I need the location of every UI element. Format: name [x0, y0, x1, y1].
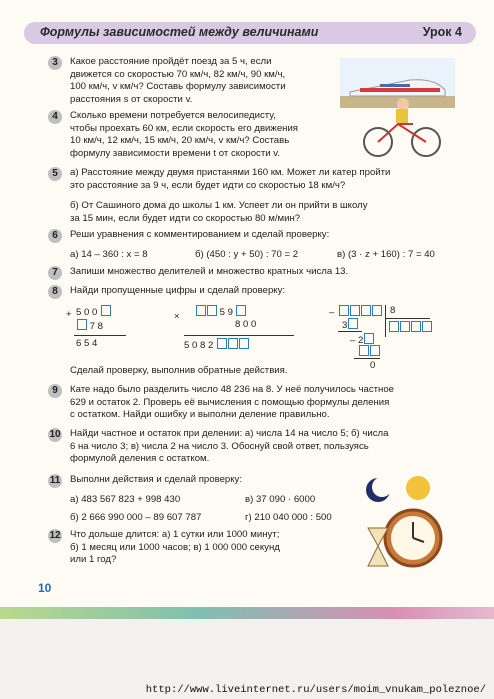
addition-row-2: 7 8 — [76, 319, 103, 334]
task-line: б) От Сашиного дома до школы 1 км. Успеет ли он прийти в школу — [70, 200, 368, 212]
footer-band — [0, 607, 494, 619]
task-line: Реши уравнения с комментированием и сделай проверку: — [70, 229, 330, 240]
cyclist-illustration — [358, 96, 448, 158]
time-illustration — [358, 468, 458, 578]
source-url: http://www.liveinternet.ru/users/moim_vnukam_poleznoe/ — [145, 684, 486, 696]
task-line: Выполни действия и сделай проверку: — [70, 474, 243, 485]
task-line: Найди частное и остаток при делении: а) числа 14 на число 5; б) числа — [70, 428, 389, 439]
task-number: 5 — [48, 167, 62, 181]
lesson-number: Урок 4 — [422, 25, 462, 39]
equation-a: а) 14 – 360 : x = 8 — [70, 249, 148, 260]
task-line: а) Расстояние между двумя пристанями 160 км. Может ли катер пройти — [70, 167, 391, 178]
task-line: Запиши множество делителей и множество кратных числа 13. — [70, 266, 349, 277]
multiplication-row-3: 5 0 8 2 — [184, 338, 249, 353]
multiplication-sign: × — [174, 311, 180, 322]
task-number: 7 — [48, 266, 62, 280]
exercise-c: в) 37 090 · 6000 — [245, 494, 316, 505]
addition-row-3: 6 5 4 — [76, 338, 98, 349]
task-8 — [50, 285, 470, 380]
task-line: чтобы проехать 60 км, если скорость его движения — [70, 122, 299, 134]
task-line: или 1 год? — [70, 554, 117, 566]
task-line: формулой деления с остатком. — [70, 453, 210, 465]
addition-plus: + — [66, 309, 72, 320]
exercise-d: г) 210 040 000 : 500 — [245, 512, 332, 523]
division-divisor: 8 — [390, 305, 396, 316]
task-number: 8 — [48, 285, 62, 299]
addition-row-1: 5 0 0 — [76, 305, 111, 320]
lesson-title: Формулы зависимостей между величинами — [40, 25, 319, 39]
task-number: 9 — [48, 384, 62, 398]
task-number: 4 — [48, 110, 62, 124]
task-line: движется со скоростью 70 км/ч, 82 км/ч, 90 км/ч, — [70, 68, 286, 80]
task-line: с остатком. Найди ошибку и выполни деление правильно. — [70, 409, 330, 421]
task-line: 10 км/ч, 12 км/ч, 15 км/ч, 20 км/ч, v км/ч? Составь — [70, 135, 290, 147]
exercise-a: а) 483 567 823 + 998 430 — [70, 494, 181, 505]
task-number: 6 — [48, 229, 62, 243]
task-number: 12 — [49, 530, 61, 541]
task-line: Найди пропущенные цифры и сделай проверку: — [70, 285, 286, 296]
division-quotient — [388, 321, 432, 336]
division-step-2: 2 — [358, 333, 374, 348]
lesson-header — [24, 22, 476, 44]
equation-c: в) (3 · z + 160) : 7 = 40 — [337, 249, 435, 260]
task-line: 629 и остаток 2. Проверь её вычисления с помощью формулы деления — [70, 396, 390, 408]
multiplication-row-1: 5 9 — [195, 305, 247, 320]
task-line: формулу зависимости времени t от скорости v. — [70, 147, 281, 159]
multiplication-row-2: 8 0 0 — [235, 319, 257, 330]
exercise-b: б) 2 666 990 000 – 89 607 787 — [70, 512, 202, 523]
task-number: 11 — [49, 475, 61, 486]
task-line: Какое расстояние пройдёт поезд за 5 ч, если — [70, 56, 272, 67]
task-line: это расстояние за 9 ч, если будет идти со скоростью 18 км/ч? — [70, 179, 346, 191]
task-line: Сделай проверку, выполнив обратные действия. — [70, 365, 288, 376]
task-line: Сколько времени потребуется велосипедисту, — [70, 110, 276, 121]
equation-b: б) (450 : y + 50) : 70 = 2 — [195, 249, 299, 260]
page-number: 10 — [38, 581, 52, 595]
task-line: Кате надо было разделить число 48 236 на 8. У неё получилось частное — [70, 384, 395, 395]
bottom-area — [0, 619, 494, 699]
task-number: 10 — [49, 429, 61, 440]
task-line: 100 км/ч, v км/ч? Составь формулу зависимости — [70, 81, 286, 93]
task-line: 6 на число 3; в) числа 2 на число 3. Обоснуй свой ответ, пользуясь — [70, 440, 369, 452]
task-line: расстояния s от скорости v. — [70, 93, 193, 105]
task-line: б) 1 месяц или 1000 часов; в) 1 000 000 секунд — [70, 541, 280, 553]
task-line: за 15 мин, если будет идти со скоростью 80 м/мин? — [70, 212, 301, 224]
division-remainder: 0 — [370, 360, 376, 371]
division-minus-2: – — [350, 335, 356, 346]
task-line: Что дольше длится: а) 1 сутки или 1000 минут; — [70, 529, 280, 540]
task-number: 3 — [48, 56, 62, 70]
division-step-1: 3 — [342, 318, 358, 333]
division-minus: – — [329, 307, 335, 318]
